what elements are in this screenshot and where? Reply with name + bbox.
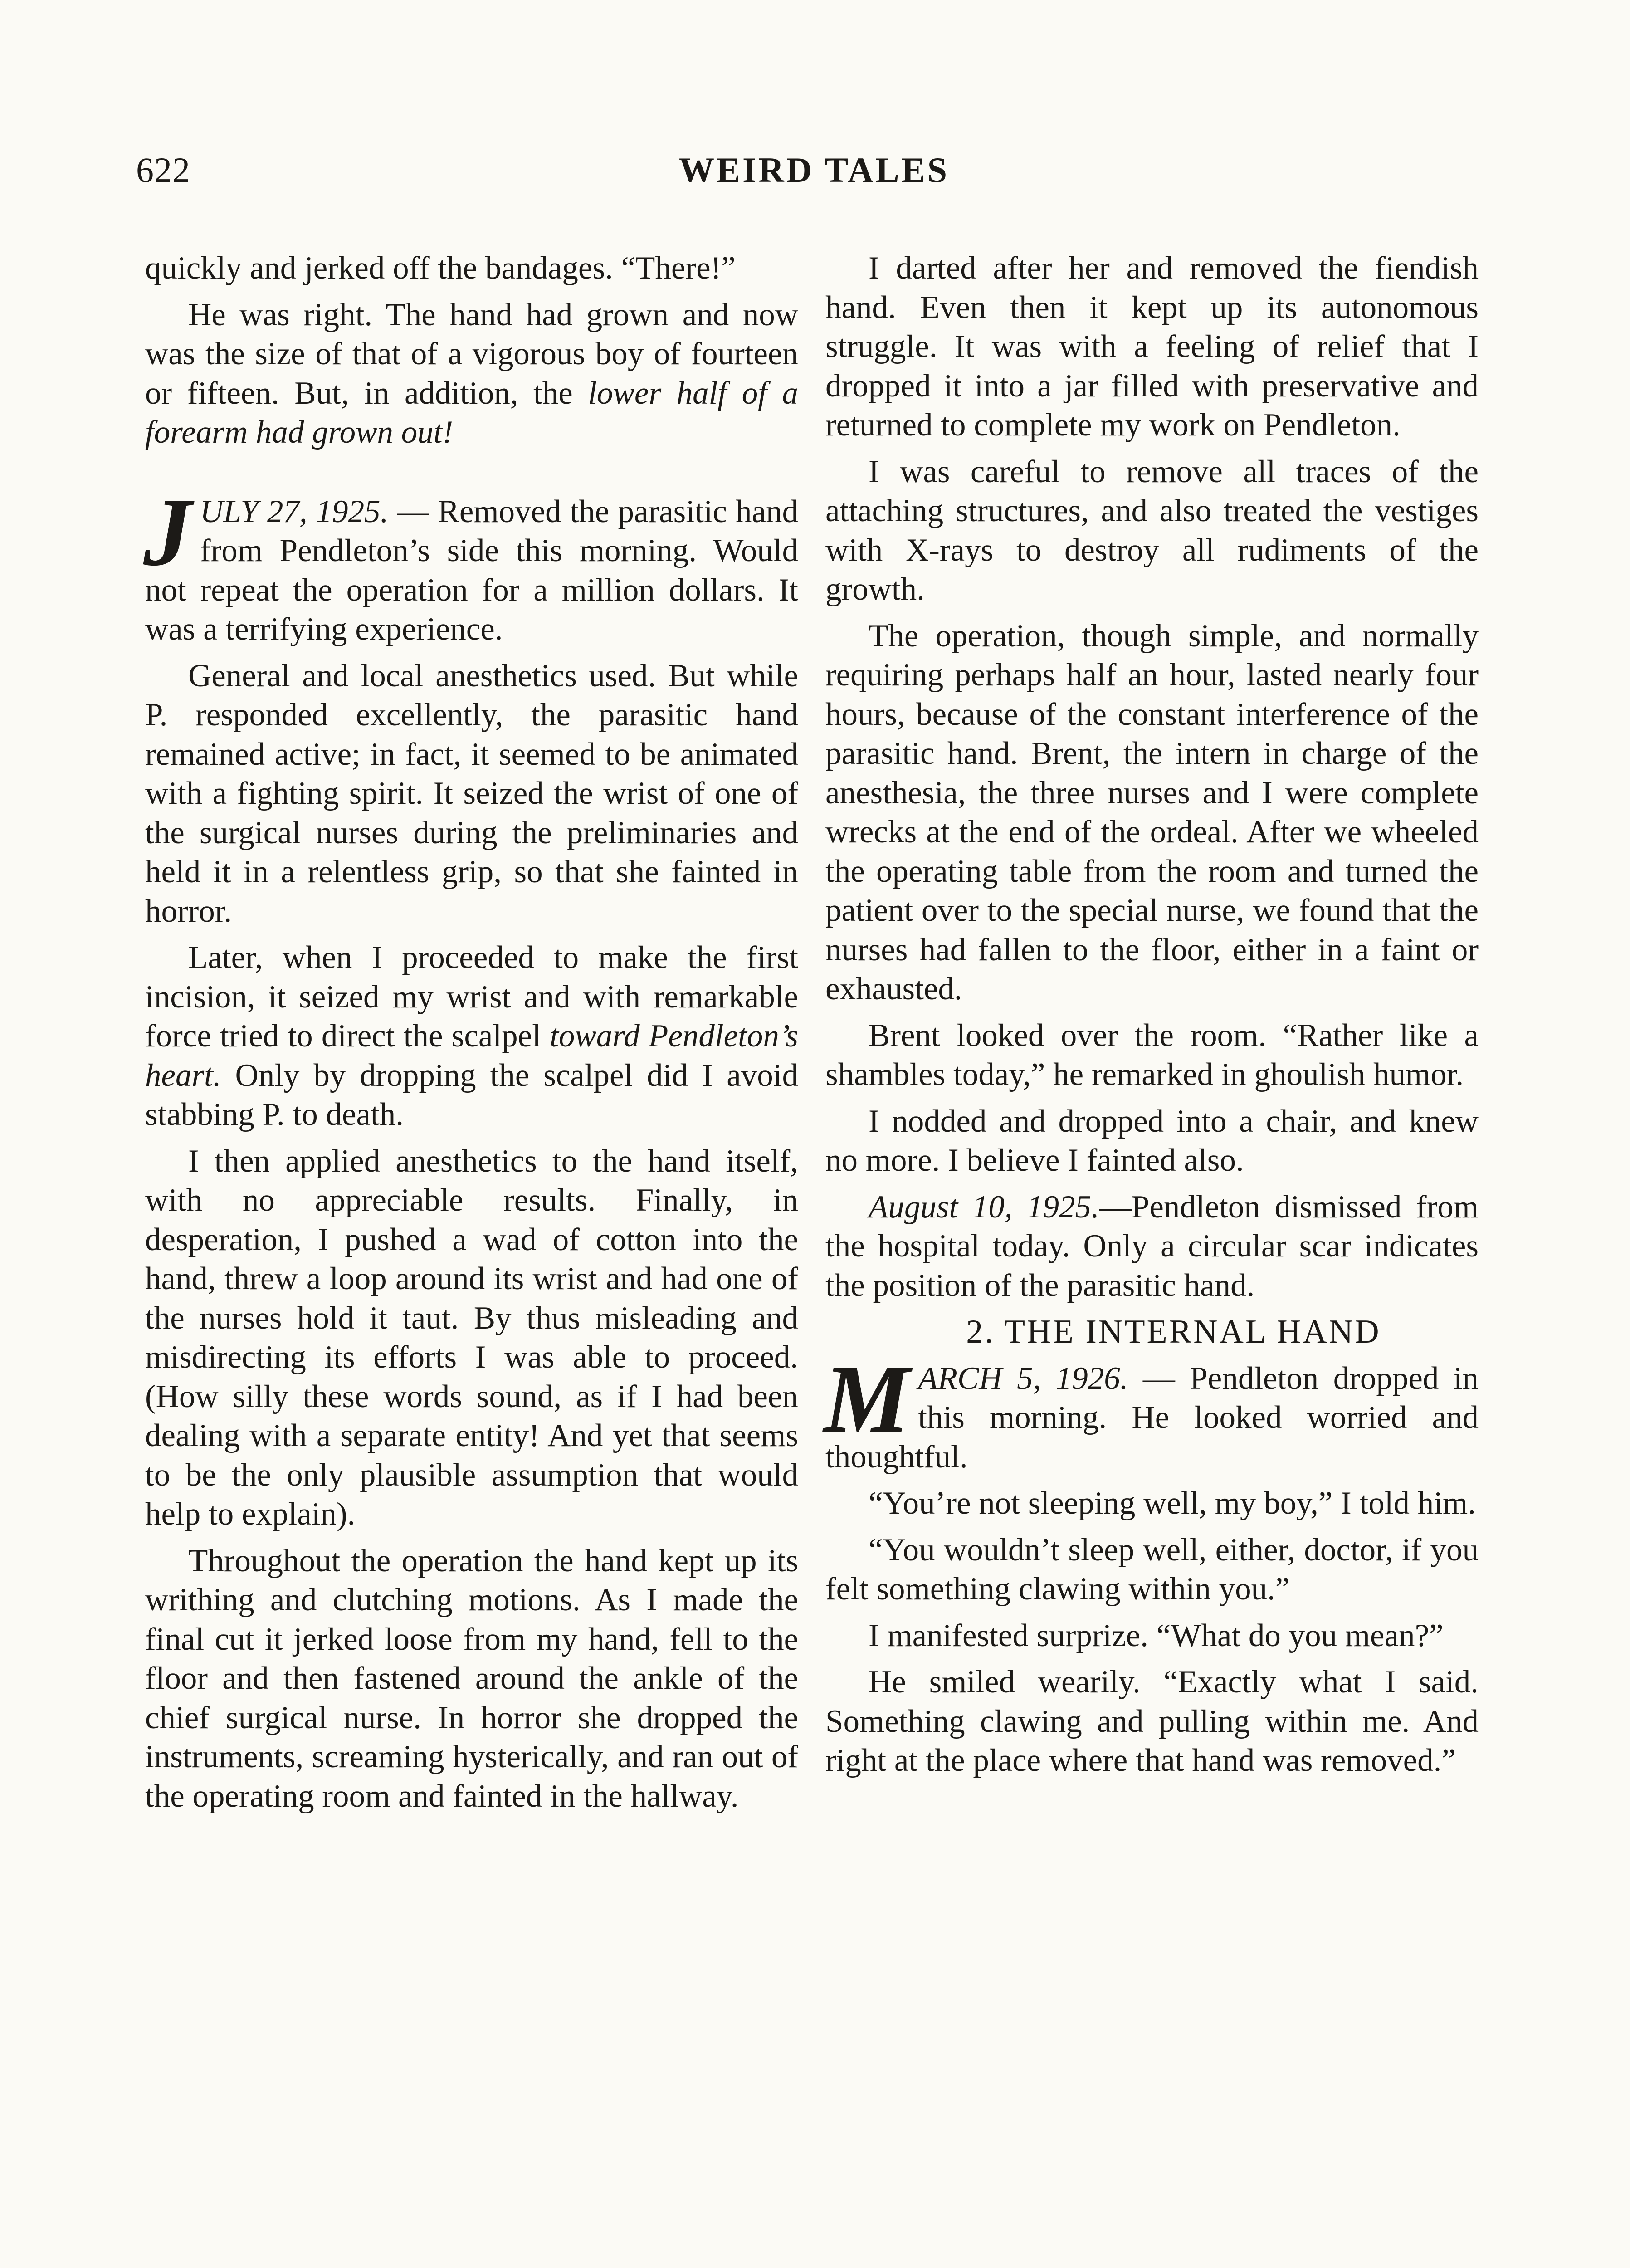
drop-cap: J (143, 478, 192, 586)
section-heading: 2. THE INTERNAL HAND (966, 1313, 1381, 1350)
entry-text: — Pendleton dropped in this morning. He looked worried and thoughtful. (825, 1360, 1479, 1475)
paragraph: “You’re not sleeping well, my boy,” I told him. (869, 1486, 1476, 1521)
paragraph: I darted after her and removed the fiendish hand. Even then it kept up its autonomous struggle. It was with a feeling of relief that I dropped it into a jar filled with preservative and returned to complete my work on Pendleton. (825, 250, 1479, 443)
entry-date: ULY 27, 1925. (200, 494, 389, 529)
journal-entry-august-10 (825, 1188, 1479, 1305)
paragraph: I then applied anesthetics to the hand itself, with no appreciable results. Finally, in desperation, I pushed a wad of cotton into the hand, threw a loop around its wrist and had one of the nurses hold it taut. By thus misleading and misdirecting its efforts I was able to proceed. (How silly these words sound, as if I had been dealing with a separate entity! And yet that seems to be the only plausible assumption that would help to explain). (145, 1143, 798, 1532)
drop-cap: M (824, 1345, 910, 1453)
paragraph: “You wouldn’t sleep well, either, doctor, if you felt something clawing within you.” (825, 1532, 1479, 1607)
paragraph: The operation, though simple, and normally requiring perhaps half an hour, lasted nearly four hours, because of the constant interference of the parasitic hand. Brent, the intern in charge of the anesthesia, the three nurses and I were complete wrecks at the end of the ordeal. After we wheeled the operating table from the room and turned the patient over to the special nurse, we found that the nurses had fallen to the floor, either in a faint or exhausted. (825, 618, 1479, 1007)
paragraph-text: Only by dropping the scalpel did I avoid stabbing P. to death. (145, 1057, 798, 1132)
journal-entry-march-5 (824, 1345, 1479, 1477)
paragraph: Throughout the operation the hand kept up its writhing and clutching motions. As I made the final cut it jerked loose from my hand, fell to the floor and then fastened around the ankle of the chief surgical nurse. In horror she dropped the instruments, screaming hysterically, and ran out of the operating room and fainted in the hallway. (145, 1543, 798, 1814)
italic-text: toward Pendleton’s heart. (145, 1018, 798, 1093)
paragraph: Brent looked over the room. “Rather like a shambles today,” he remarked in ghoulish humor. (825, 1017, 1479, 1092)
paragraph (145, 295, 798, 452)
entry-date: August 10, 1925. (869, 1189, 1099, 1225)
paragraph-text: He was right. The hand had grown and now was the size of that of a vigorous boy of fourteen or fifteen. But, in addition, the (145, 297, 798, 411)
entry-date: ARCH 5, 1926. (918, 1360, 1128, 1396)
paragraph: quickly and jerked off the bandages. “There!” (145, 250, 736, 286)
paragraph: I manifested surprize. “What do you mean?” (869, 1618, 1444, 1653)
paragraph (145, 938, 798, 1134)
paragraph: General and local anesthetics used. But while P. responded excellently, the parasitic hand remained active; in fact, it seemed to be animated with a fighting spirit. It seized the wrist of one of the surgical nurses during the preliminaries and held it in a relentless grip, so that she fainted in horror. (145, 658, 798, 929)
left-column (145, 249, 798, 1823)
running-title: WEIRD TALES (678, 150, 950, 190)
italic-text: lower half of a forearm had grown out! (145, 375, 798, 450)
entry-text: —Pendleton dismissed from the hospital today. Only a circular scar indicates the position of the parasitic hand. (825, 1189, 1479, 1303)
paragraph: I nodded and dropped into a chair, and knew no more. I believe I fainted also. (825, 1103, 1479, 1178)
paragraph: I was careful to remove all traces of the attaching structures, and also treated the vestiges with X-rays to destroy all rudiments of the growth. (825, 454, 1479, 607)
paragraph: He smiled wearily. “Exactly what I said. Something clawing and pulling within me. And right at the place where that hand was removed.” (825, 1664, 1479, 1778)
right-column (825, 249, 1479, 1788)
entry-text: — Removed the parasitic hand from Pendleton’s side this morning. Would not repeat the operation for a million dollars. It was a terrifying experience. (145, 494, 798, 647)
section-gap (145, 459, 798, 492)
paragraph-text: Later, when I proceeded to make the first incision, it seized my wrist and with remarkable force tried to direct the scalpel (145, 940, 798, 1054)
journal-entry-july-27 (143, 478, 798, 649)
page-header (136, 150, 1492, 204)
page-number: 622 (136, 150, 190, 190)
